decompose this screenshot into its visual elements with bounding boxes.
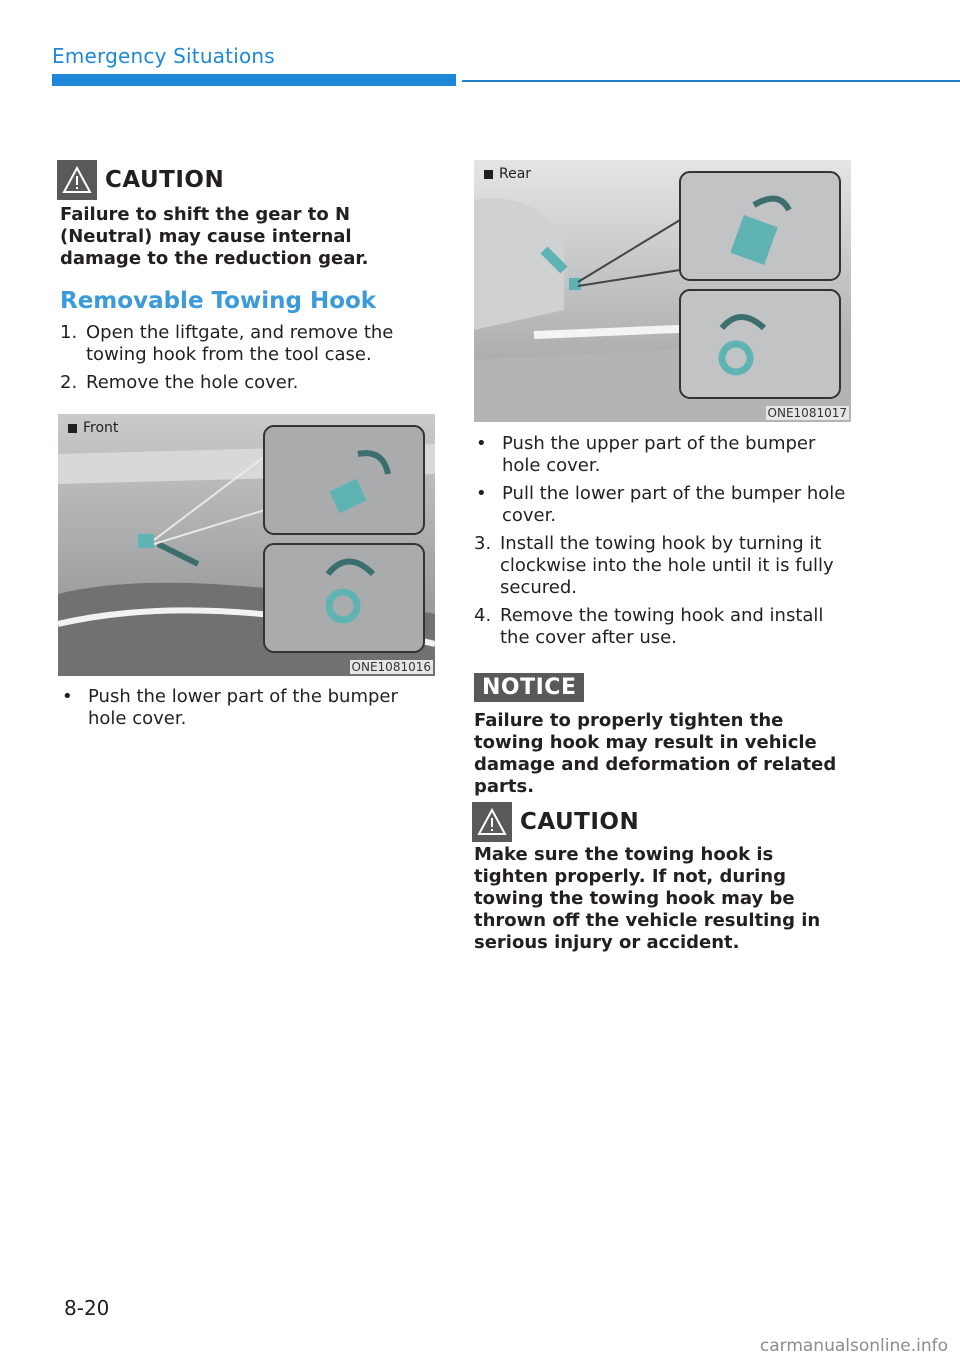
section-heading: Removable Towing Hook: [60, 288, 377, 314]
caution-heading: [472, 802, 639, 842]
notice-text: Failure to properly tighten the towing hook may result in vehicle damage and deformation of related parts.: [474, 710, 837, 797]
bullet-dot: •: [476, 433, 487, 454]
watermark: carmanualsonline.info: [759, 1336, 948, 1356]
figure-tag: [68, 420, 118, 436]
step-text: Open the liftgate, and remove the towing hook from the tool case.: [86, 322, 394, 365]
figure-tag-label: Rear: [499, 166, 532, 182]
step-text: Remove the hole cover.: [86, 372, 299, 393]
page-number: 8-20: [64, 1296, 110, 1320]
step-number: 4.: [474, 605, 492, 626]
warning-triangle-icon: [472, 802, 512, 842]
step-list: [60, 322, 430, 394]
figure-code: ONE1081017: [767, 406, 847, 420]
notice-label: NOTICE: [474, 673, 584, 702]
caution-heading: [57, 160, 224, 200]
caution-text: Failure to shift the gear to N (Neutral) may cause internal damage to the reduction gear.: [60, 204, 369, 269]
figure-tag: [484, 166, 531, 182]
bullet-dot: •: [62, 686, 73, 707]
front-towing-hook-illustration: [58, 414, 435, 676]
header-accent-bar: [52, 74, 456, 86]
step-item: [474, 605, 850, 649]
step-text: Install the towing hook by turning it clockwise into the hole until it is fully secured.: [500, 533, 834, 598]
instruction-list: [474, 433, 850, 649]
bullet-item: [60, 686, 430, 730]
step-item: [60, 372, 430, 394]
rear-towing-hook-illustration: [474, 160, 851, 422]
square-bullet-icon: [68, 424, 77, 433]
section-header-title: Emergency Situations: [52, 44, 275, 68]
caution-label: CAUTION: [105, 167, 225, 193]
bullet-text: Pull the lower part of the bumper hole cover.: [502, 483, 846, 526]
front-bumper-drawing: [58, 414, 435, 676]
step-item: [474, 533, 850, 599]
figure-code: ONE1081016: [351, 660, 431, 674]
figure-tag-label: Front: [83, 420, 119, 436]
step-number: 2.: [60, 372, 78, 393]
step-item: [60, 322, 430, 366]
notice-heading: [474, 673, 584, 702]
caution-label: CAUTION: [520, 809, 640, 835]
warning-triangle-icon: [57, 160, 97, 200]
caution-text: Make sure the towing hook is tighten properly. If not, during towing the towing hook may be thrown off the vehicle resulting in serious injury or accident.: [474, 844, 821, 953]
step-number: 3.: [474, 533, 492, 554]
square-bullet-icon: [484, 170, 493, 179]
step-number: 1.: [60, 322, 78, 343]
bullet-item: [474, 483, 850, 527]
bullet-text: Push the lower part of the bumper hole cover.: [88, 686, 398, 729]
step-text: Remove the towing hook and install the cover after use.: [500, 605, 824, 648]
bullet-dot: •: [476, 483, 487, 504]
bullet-text: Push the upper part of the bumper hole cover.: [502, 433, 816, 476]
header-divider-line: [462, 80, 960, 82]
rear-bumper-drawing: [474, 160, 851, 422]
bullet-item: [474, 433, 850, 477]
